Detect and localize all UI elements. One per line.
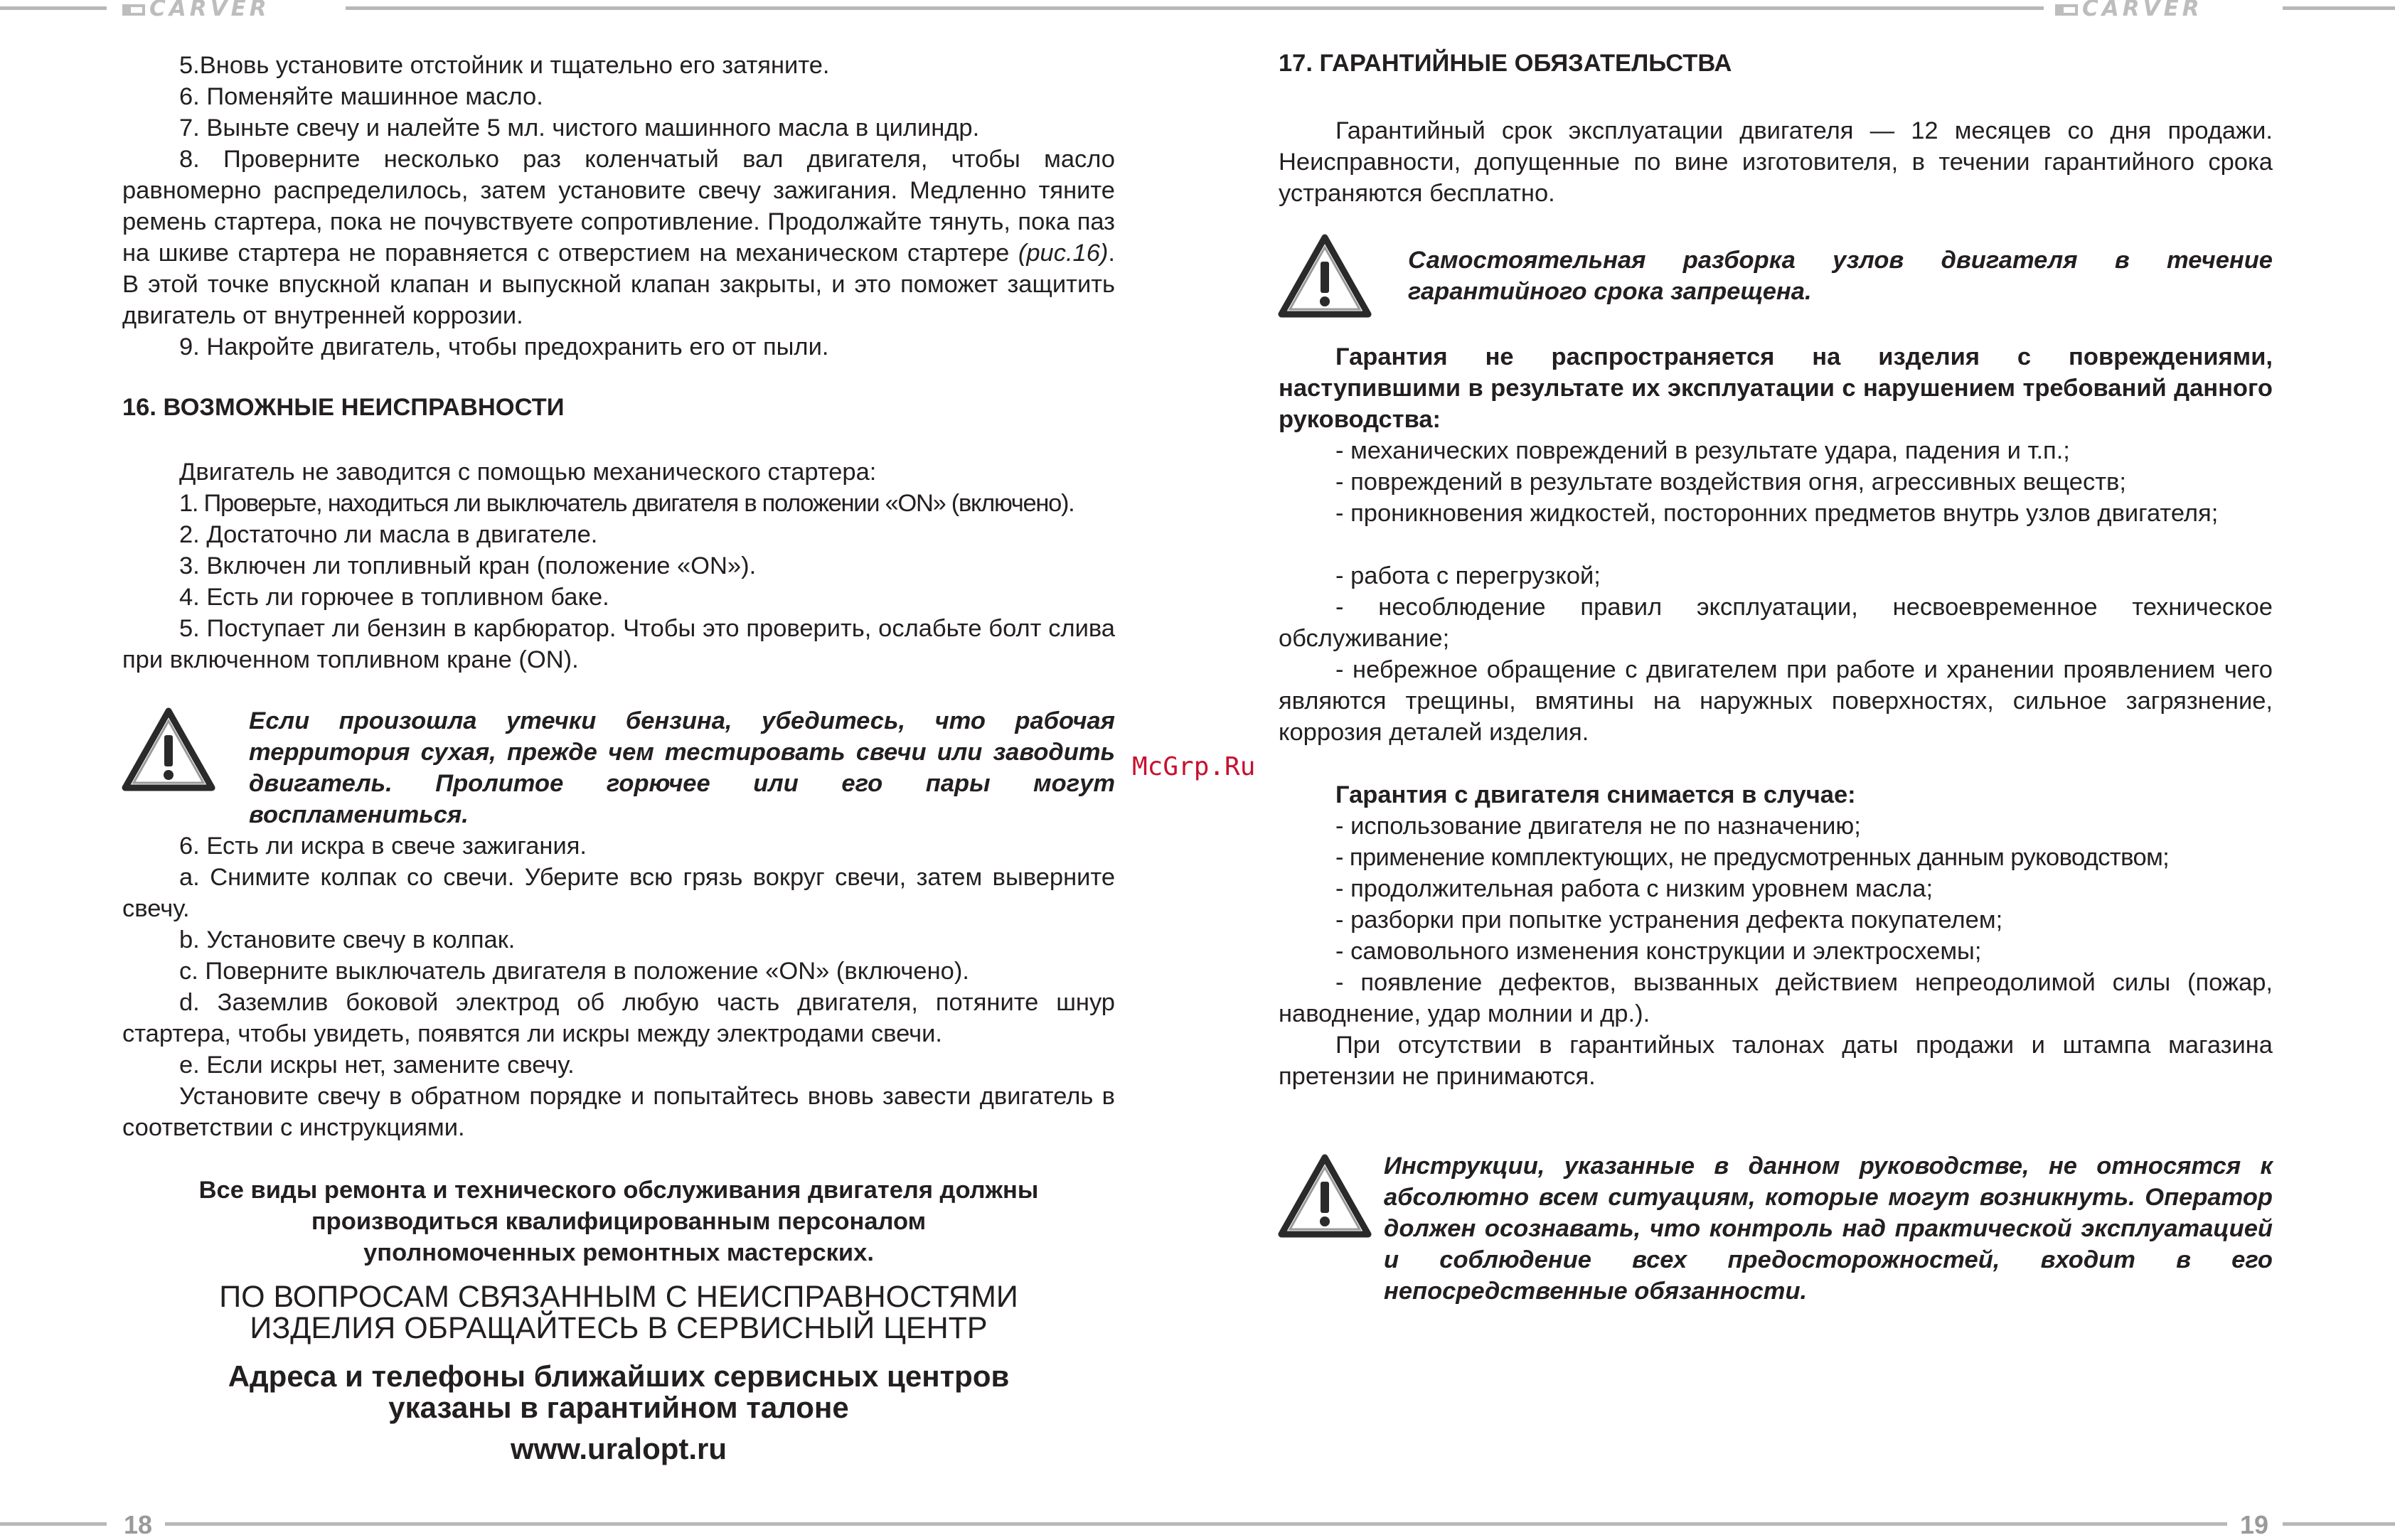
website-link[interactable]: www.uralopt.ru (510, 1432, 727, 1465)
spark-final: Установите свечу в обратном порядке и попытайтесь вновь завести двигатель в соответствии с инструкциями. (122, 1083, 1115, 1141)
step-8-text: 8. Проверните несколько раз коленчатый вал двигателя, чтобы масло равномерно распределилось, затем установите свечу зажигания. Медленно тяните ремень стартера, пока не почувствуете сопротивление. Продолжайте тянуть, пока паз на шкиве стартера не поравняется с отверстием на механическом стартере (122, 146, 1115, 267)
step-5: 5.Вновь установите отстойник и тщательно его затяните. (179, 52, 830, 79)
service-center-line-1: ПО ВОПРОСАМ СВЯЗАННЫМ С НЕИСПРАВНОСТЯМИ (219, 1280, 1018, 1314)
brand-logo-left: CARVER (122, 0, 270, 20)
step-7: 7. Выньте свечу и налейте 5 мл. чистого машинного масла в цилиндр. (179, 114, 980, 141)
page-number-left: 18 (124, 1510, 153, 1539)
repair-notice-line-3: уполномоченных ремонтных мастерских. (363, 1239, 874, 1266)
warranty-intro: Гарантийный срок эксплуатации двигателя — 12 месяцев со дня продажи. Неисправности, допущенные по вине изготовителя, в течении гарантийного срока устраняются бесплатно. (1279, 117, 2273, 207)
footer-rule-right (2283, 1522, 2395, 1526)
spark-step-d: d. Заземлив боковой электрод об любую часть двигателя, потяните шнур стартера, чтобы увидеть, появятся ли искры между электродами свечи. (122, 989, 1115, 1047)
not-covered-1: - механических повреждений в результате удара, падения и т.п.; (1335, 437, 2070, 464)
warning-operator-responsibility: Инструкции, указанные в данном руководстве, не относятся к абсолютно всем ситуациям, которые могут возникнуть. Оператор должен осознавать, что контроль над практической эксплуатацией и соблюдение всех предосторожностей, входит в его непосредственные обязанности. (1384, 1153, 2273, 1305)
spark-step-a: a. Снимите колпак со свечи. Уберите всю грязь вокруг свечи, затем выверните свечу. (122, 864, 1115, 922)
warning-icon (121, 707, 216, 792)
step-9: 9. Накройте двигатель, чтобы предохранить его от пыли. (179, 333, 829, 360)
figure-ref: (рис.16) (1018, 240, 1109, 267)
removed-3: - продолжительная работа с низким уровнем масла; (1335, 875, 1933, 902)
trouble-intro: Двигатель не заводится с помощью механического стартера: (179, 459, 877, 486)
step-6: 6. Поменяйте машинное масло. (179, 83, 543, 110)
warranty-removed-title: Гарантия с двигателя снимается в случае: (1335, 781, 1856, 808)
page-number-right: 19 (2240, 1510, 2269, 1539)
spark-step-e: e. Если искры нет, замените свечу. (179, 1052, 575, 1079)
repair-notice-line-1: Все виды ремонта и технического обслуживания двигателя должны (198, 1177, 1039, 1204)
trouble-2: 2. Достаточно ли масла в двигателе. (179, 521, 598, 548)
warning-fuel-leak: Если произошла утечки бензина, убедитесь, что рабочая территория сухая, прежде чем тестировать свечи или заводить двигатель. Пролитое горючее или его пары могут воспламениться. (249, 707, 1115, 828)
not-covered-3: - проникновения жидкостей, посторонних предметов внутрь узлов двигателя; (1335, 500, 2219, 527)
section-17-title: 17. ГАРАНТИЙНЫЕ ОБЯЗАТЕЛЬСТВА (1279, 50, 1732, 77)
not-covered-5: - несоблюдение правил эксплуатации, несвоевременное техническое обслуживание; (1279, 594, 2273, 652)
trouble-1: 1. Проверьте, находиться ли выключатель двигателя в положении «ON» (включено). (179, 490, 1074, 517)
service-center-line-2: ИЗДЕЛИЯ ОБРАЩАЙТЕСЬ В СЕРВИСНЫЙ ЦЕНТР (250, 1311, 988, 1345)
addresses-line-2: указаны в гарантийном талоне (388, 1391, 849, 1424)
removed-2: - применение комплектующих, не предусмотренных данным руководством; (1335, 844, 2170, 871)
watermark: McGrp.Ru (1132, 752, 1256, 781)
spark-step-b: b. Установите свечу в колпак. (179, 926, 516, 953)
removed-5: - самовольного изменения конструкции и электросхемы; (1335, 938, 1982, 965)
removed-4: - разборки при попытке устранения дефекта покупателем; (1335, 907, 2003, 934)
spark-check: 6. Есть ли искра в свече зажигания. (179, 833, 587, 860)
trouble-3: 3. Включен ли топливный кран (положение «ON»). (179, 552, 757, 579)
repair-notice-line-2: производиться квалифицированным персоналом (311, 1208, 927, 1235)
addresses-line-1: Адреса и телефоны ближайших сервисных центров (228, 1359, 1010, 1393)
header-rule-left (0, 6, 107, 10)
not-covered-4: - работа с перегрузкой; (1335, 562, 1601, 589)
header-rule-right (2283, 6, 2395, 10)
header-rule-center (346, 6, 2044, 10)
trouble-4: 4. Есть ли горючее в топливном баке. (179, 584, 609, 611)
footer-rule-left (0, 1522, 107, 1526)
step-8 (122, 144, 1115, 331)
warning-disassembly: Самостоятельная разборка узлов двигателя в течение гарантийного срока запрещена. (1408, 247, 2273, 305)
step-8-tail: . В этой точке впускной клапан и выпускной клапан закрыты, и это поможет защитить двигатель от внутренней коррозии. (122, 240, 1115, 329)
footer-rule-center (165, 1522, 2227, 1526)
trouble-5: 5. Поступает ли бензин в карбюратор. Чтобы это проверить, ослабьте болт слива при включенном топливном кране (ON). (122, 615, 1115, 673)
removed-1: - использование двигателя не по назначению; (1335, 813, 1861, 840)
warning-icon (1277, 1153, 1372, 1239)
removed-6: - появление дефектов, вызванных действием непреодолимой силы (пожар, наводнение, удар молнии и др.). (1279, 969, 2273, 1027)
brand-logo-right: CARVER (2055, 0, 2203, 20)
section-16-title: 16. ВОЗМОЖНЫЕ НЕИСПРАВНОСТИ (122, 394, 565, 421)
spark-step-c: c. Поверните выключатель двигателя в положение «ON» (включено). (179, 958, 969, 985)
warning-icon (1277, 233, 1372, 319)
not-covered-6: - небрежное обращение с двигателем при работе и хранении проявлением чего являются трещины, вмятины на наружных поверхностях, сильное загрязнение, коррозия деталей изделия. (1279, 656, 2273, 746)
not-covered-2: - повреждений в результате воздействия огня, агрессивных веществ; (1335, 469, 2126, 496)
not-covered-title: Гарантия не распространяется на изделия с повреждениями, наступившими в результате их эксплуатации с нарушением требований данного руководства: (1279, 343, 2273, 433)
removed-7: При отсутствии в гарантийных талонах даты продажи и штампа магазина претензии не принимаются. (1279, 1032, 2273, 1090)
